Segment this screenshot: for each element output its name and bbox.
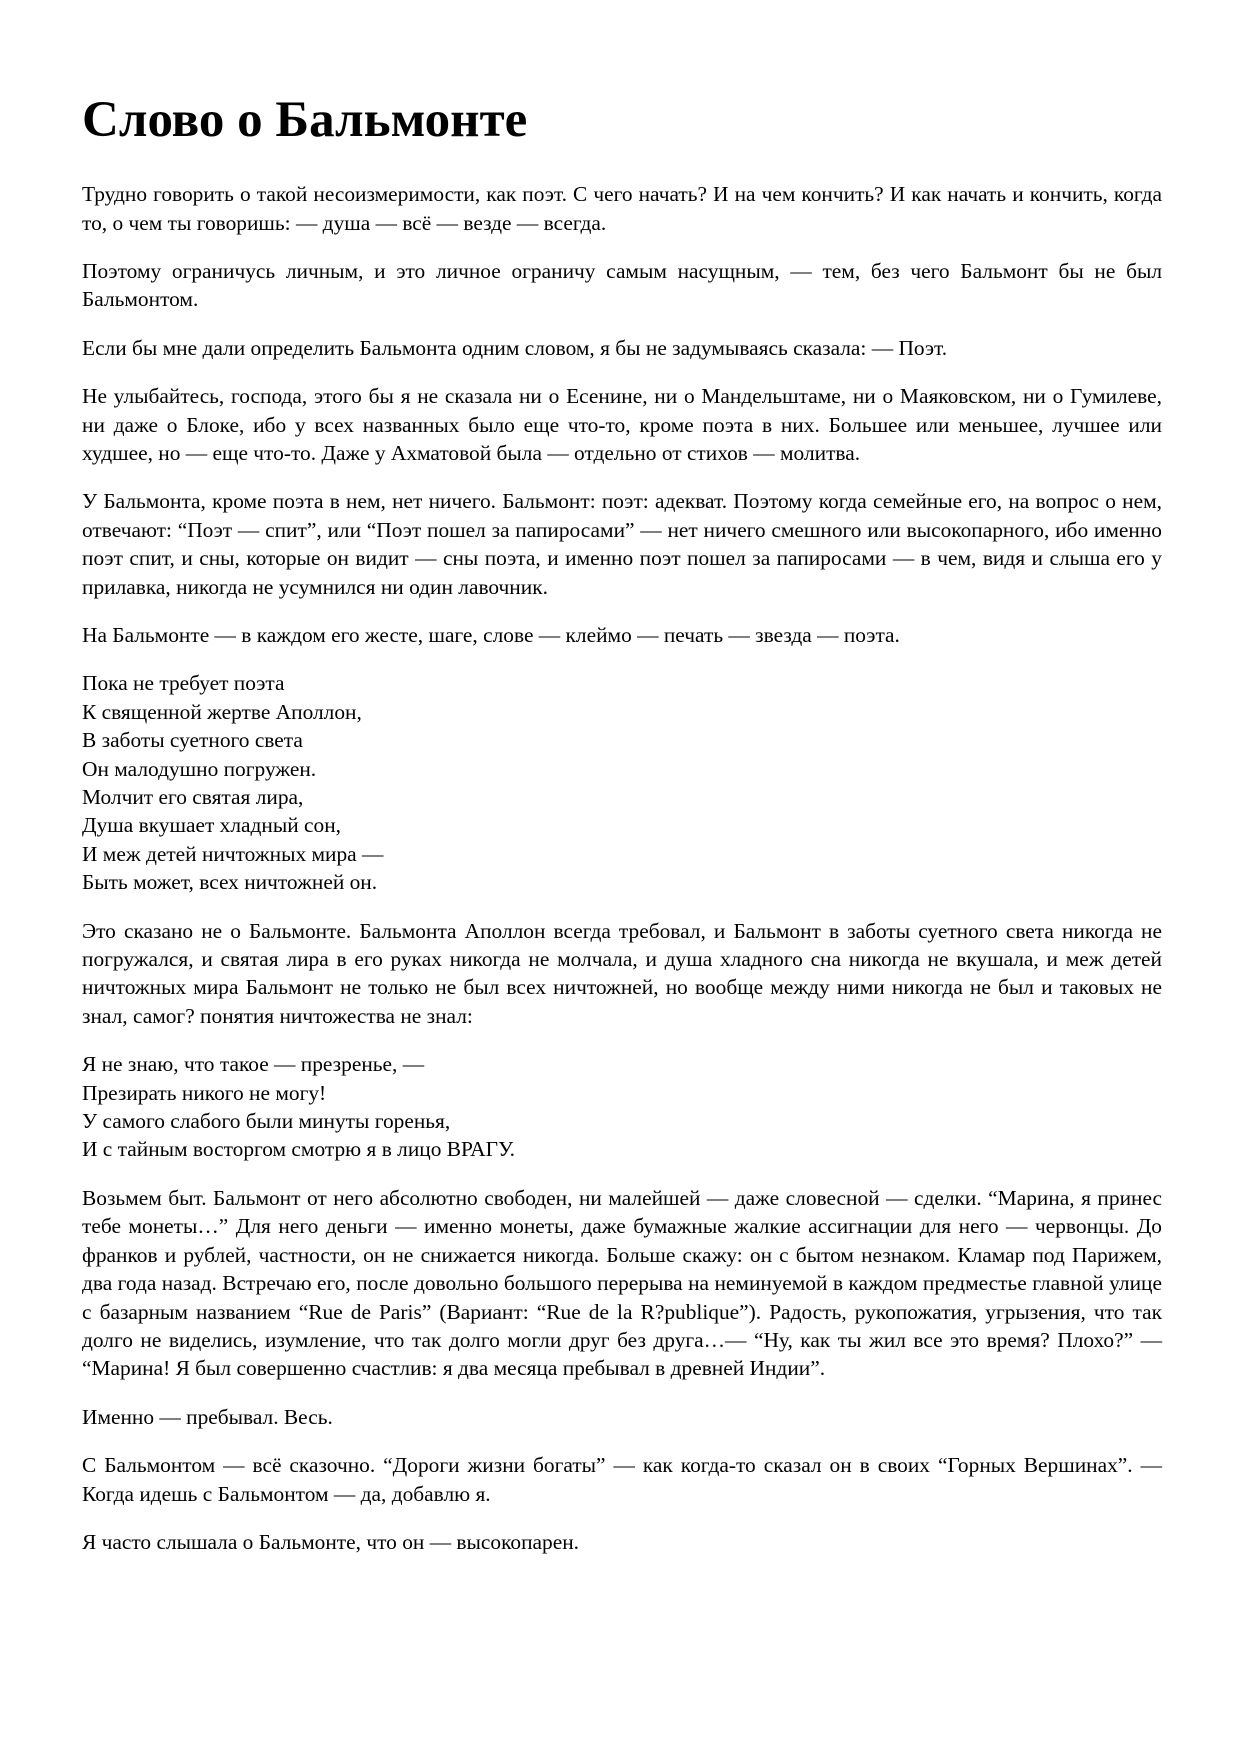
verse-line: И меж детей ничтожных мира — bbox=[82, 841, 384, 866]
verse-line: Душа вкушает хладный сон, bbox=[82, 813, 341, 838]
verse-line: У самого слабого были минуты горенья, bbox=[82, 1109, 451, 1134]
paragraph-7: Это сказано не о Бальмонте. Бальмонта Аполлон всегда требовал, и Бальмонт в заботы суетного света никогда не погружался, и святая лира в его руках никогда не молчала, и душа хладного сна никогда не вкушала, и меж детей ничтожных мира Бальмонт не только не был всех ничтожней, но вообще между ними никогда не был и таковых не знал, самог? понятия ничтожества не знал: bbox=[82, 918, 1162, 1028]
paragraph-1: Трудно говорить о такой несоизмеримости, как поэт. С чего начать? И на чем кончить? И как начать и кончить, когда то, о чем ты говоришь: — душа — всё — везде — всегда. bbox=[82, 182, 1162, 235]
verse-line: Молчит его святая лира, bbox=[82, 785, 304, 809]
paragraph-5: У Бальмонта, кроме поэта в нем, нет ничего. Бальмонт: поэт: адекват. Поэтому когда семейные его, на вопрос о нем, отвечают: “Поэт — спит”, или “Поэт пошел за папиросами” — нет ничего смешного или высокопарного, ибо именно поэт спит, и сны, которые он видит — сны поэта, и именно поэт пошел за папиросами — в чем, видя и слыша его у прилавка, никогда не усумнился ни один лавочник. bbox=[82, 489, 1162, 599]
verse-quote-pushkin bbox=[82, 669, 1162, 896]
document-page bbox=[82, 92, 1162, 1576]
paragraph-3: Если бы мне дали определить Бальмонта одним словом, я бы не задумываясь сказала: — Поэт. bbox=[82, 335, 948, 360]
document-title: Слово о Бальмонте bbox=[82, 92, 528, 148]
verse-line: К священной жертве Аполлон, bbox=[82, 699, 362, 724]
paragraph-8: Возьмем быт. Бальмонт от него абсолютно свободен, ни малейшей — даже словесной — сделки. “Марина, я принес тебе монеты…” Для него деньги — именно монеты, даже бумажные жалкие ассигнации для него — червонцы. До франков и рублей, частности, он не снижается никогда. Больше скажу: он с бытом незнаком. Кламар под Парижем, два года назад. Встречаю его, после довольно большого перерыва на неминуемой в каждом предместье главной улице с базарным названием “Rue de Paris” (Вариант: “Rue de la R?publique”). Радость, рукопожатия, угрызения, что так долго не виделись, изумление, что так долго могли друг без друга…— “Ну, как ты жил все это время? Плохо?” — “Марина! Я был совершенно счастлив: я два месяца пребывал в древней Индии”. bbox=[82, 1185, 1162, 1381]
verse-line: Я не знаю, что такое — презренье, — bbox=[82, 1052, 425, 1077]
paragraph-4: Не улыбайтесь, господа, этого бы я не сказала ни о Есенине, ни о Мандельштаме, ни о Маяковском, ни о Гумилеве, ни даже о Блоке, ибо у всех названных было еще что-то, кроме поэта в них. Большее или меньшее, лучшее или худшее, но — еще что-то. Даже у Ахматовой была — отдельно от стихов — молитва. bbox=[82, 384, 1162, 465]
paragraph-11: Я часто слышала о Бальмонте, что он — высокопарен. bbox=[82, 1529, 580, 1554]
verse-line: Он малодушно погружен. bbox=[82, 756, 317, 781]
verse-line: Пока не требует поэта bbox=[82, 671, 285, 696]
verse-line: И с тайным восторгом смотрю я в лицо ВРАГУ. bbox=[82, 1137, 516, 1162]
verse-line: В заботы суетного света bbox=[82, 728, 303, 753]
paragraph-6: На Бальмонте — в каждом его жесте, шаге, слове — клеймо — печать — звезда — поэта. bbox=[82, 622, 900, 647]
verse-line: Презирать никого не могу! bbox=[82, 1080, 327, 1105]
paragraph-10: С Бальмонтом — всё сказочно. “Дороги жизни богаты” — как когда-то сказал он в своих “Горных Вершинах”. — Когда идешь с Бальмонтом — да, добавлю я. bbox=[82, 1453, 1162, 1506]
paragraph-9: Именно — пребывал. Весь. bbox=[82, 1404, 333, 1429]
verse-quote-balmont bbox=[82, 1050, 1162, 1164]
paragraph-2: Поэтому ограничусь личным, и это личное ограничу самым насущным, — тем, без чего Бальмонт бы не был Бальмонтом. bbox=[82, 258, 1162, 312]
verse-line: Быть может, всех ничтожней он. bbox=[82, 870, 378, 895]
